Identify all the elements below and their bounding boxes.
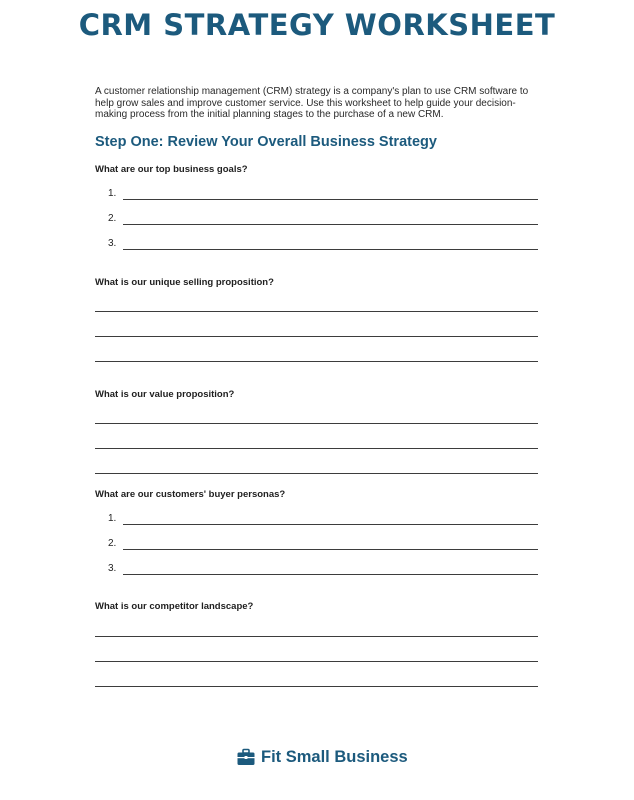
worksheet-title: CRM STRATEGY WORKSHEET: [78, 8, 556, 42]
answer-line[interactable]: [95, 423, 538, 424]
answer-rule: [123, 549, 538, 550]
step-one-heading: Step One: Review Your Overall Business Strategy: [95, 134, 437, 150]
line-number: 2.: [108, 213, 117, 224]
answer-line[interactable]: [95, 473, 538, 474]
answer-line[interactable]: [95, 448, 538, 449]
question-unique-selling-proposition: What is our unique selling proposition?: [95, 277, 274, 288]
line-number: 1.: [108, 513, 117, 524]
answer-line[interactable]: [108, 511, 538, 525]
answer-line[interactable]: [108, 186, 538, 200]
answer-line[interactable]: [95, 661, 538, 662]
question-business-goals: What are our top business goals?: [95, 164, 248, 175]
intro-paragraph: A customer relationship management (CRM) strategy is a company's plan to use CRM software to help grow sales and improve customer service. Use this worksheet to help guide your decision-making process from the initial planning stages to the purchase of a new CRM.: [95, 86, 529, 120]
line-number: 3.: [108, 563, 117, 574]
answer-line[interactable]: [108, 561, 538, 575]
answer-line[interactable]: [95, 311, 538, 312]
answer-rule: [123, 574, 538, 575]
answer-rule: [123, 249, 538, 250]
answer-line[interactable]: [108, 211, 538, 225]
line-number: 1.: [108, 188, 117, 199]
answer-line[interactable]: [108, 536, 538, 550]
line-number: 3.: [108, 238, 117, 249]
briefcase-icon: [236, 747, 256, 767]
answer-line[interactable]: [95, 636, 538, 637]
footer-logo: [236, 744, 408, 770]
answer-line[interactable]: [108, 236, 538, 250]
question-buyer-personas: What are our customers' buyer personas?: [95, 489, 286, 500]
answer-line[interactable]: [95, 361, 538, 362]
line-number: 2.: [108, 538, 117, 549]
answer-line[interactable]: [95, 336, 538, 337]
question-value-proposition: What is our value proposition?: [95, 389, 235, 400]
answer-line[interactable]: [95, 686, 538, 687]
answer-rule: [123, 224, 538, 225]
brand-name: Fit Small Business: [261, 747, 408, 766]
question-competitor-landscape: What is our competitor landscape?: [95, 601, 254, 612]
answer-rule: [123, 524, 538, 525]
answer-rule: [123, 199, 538, 200]
